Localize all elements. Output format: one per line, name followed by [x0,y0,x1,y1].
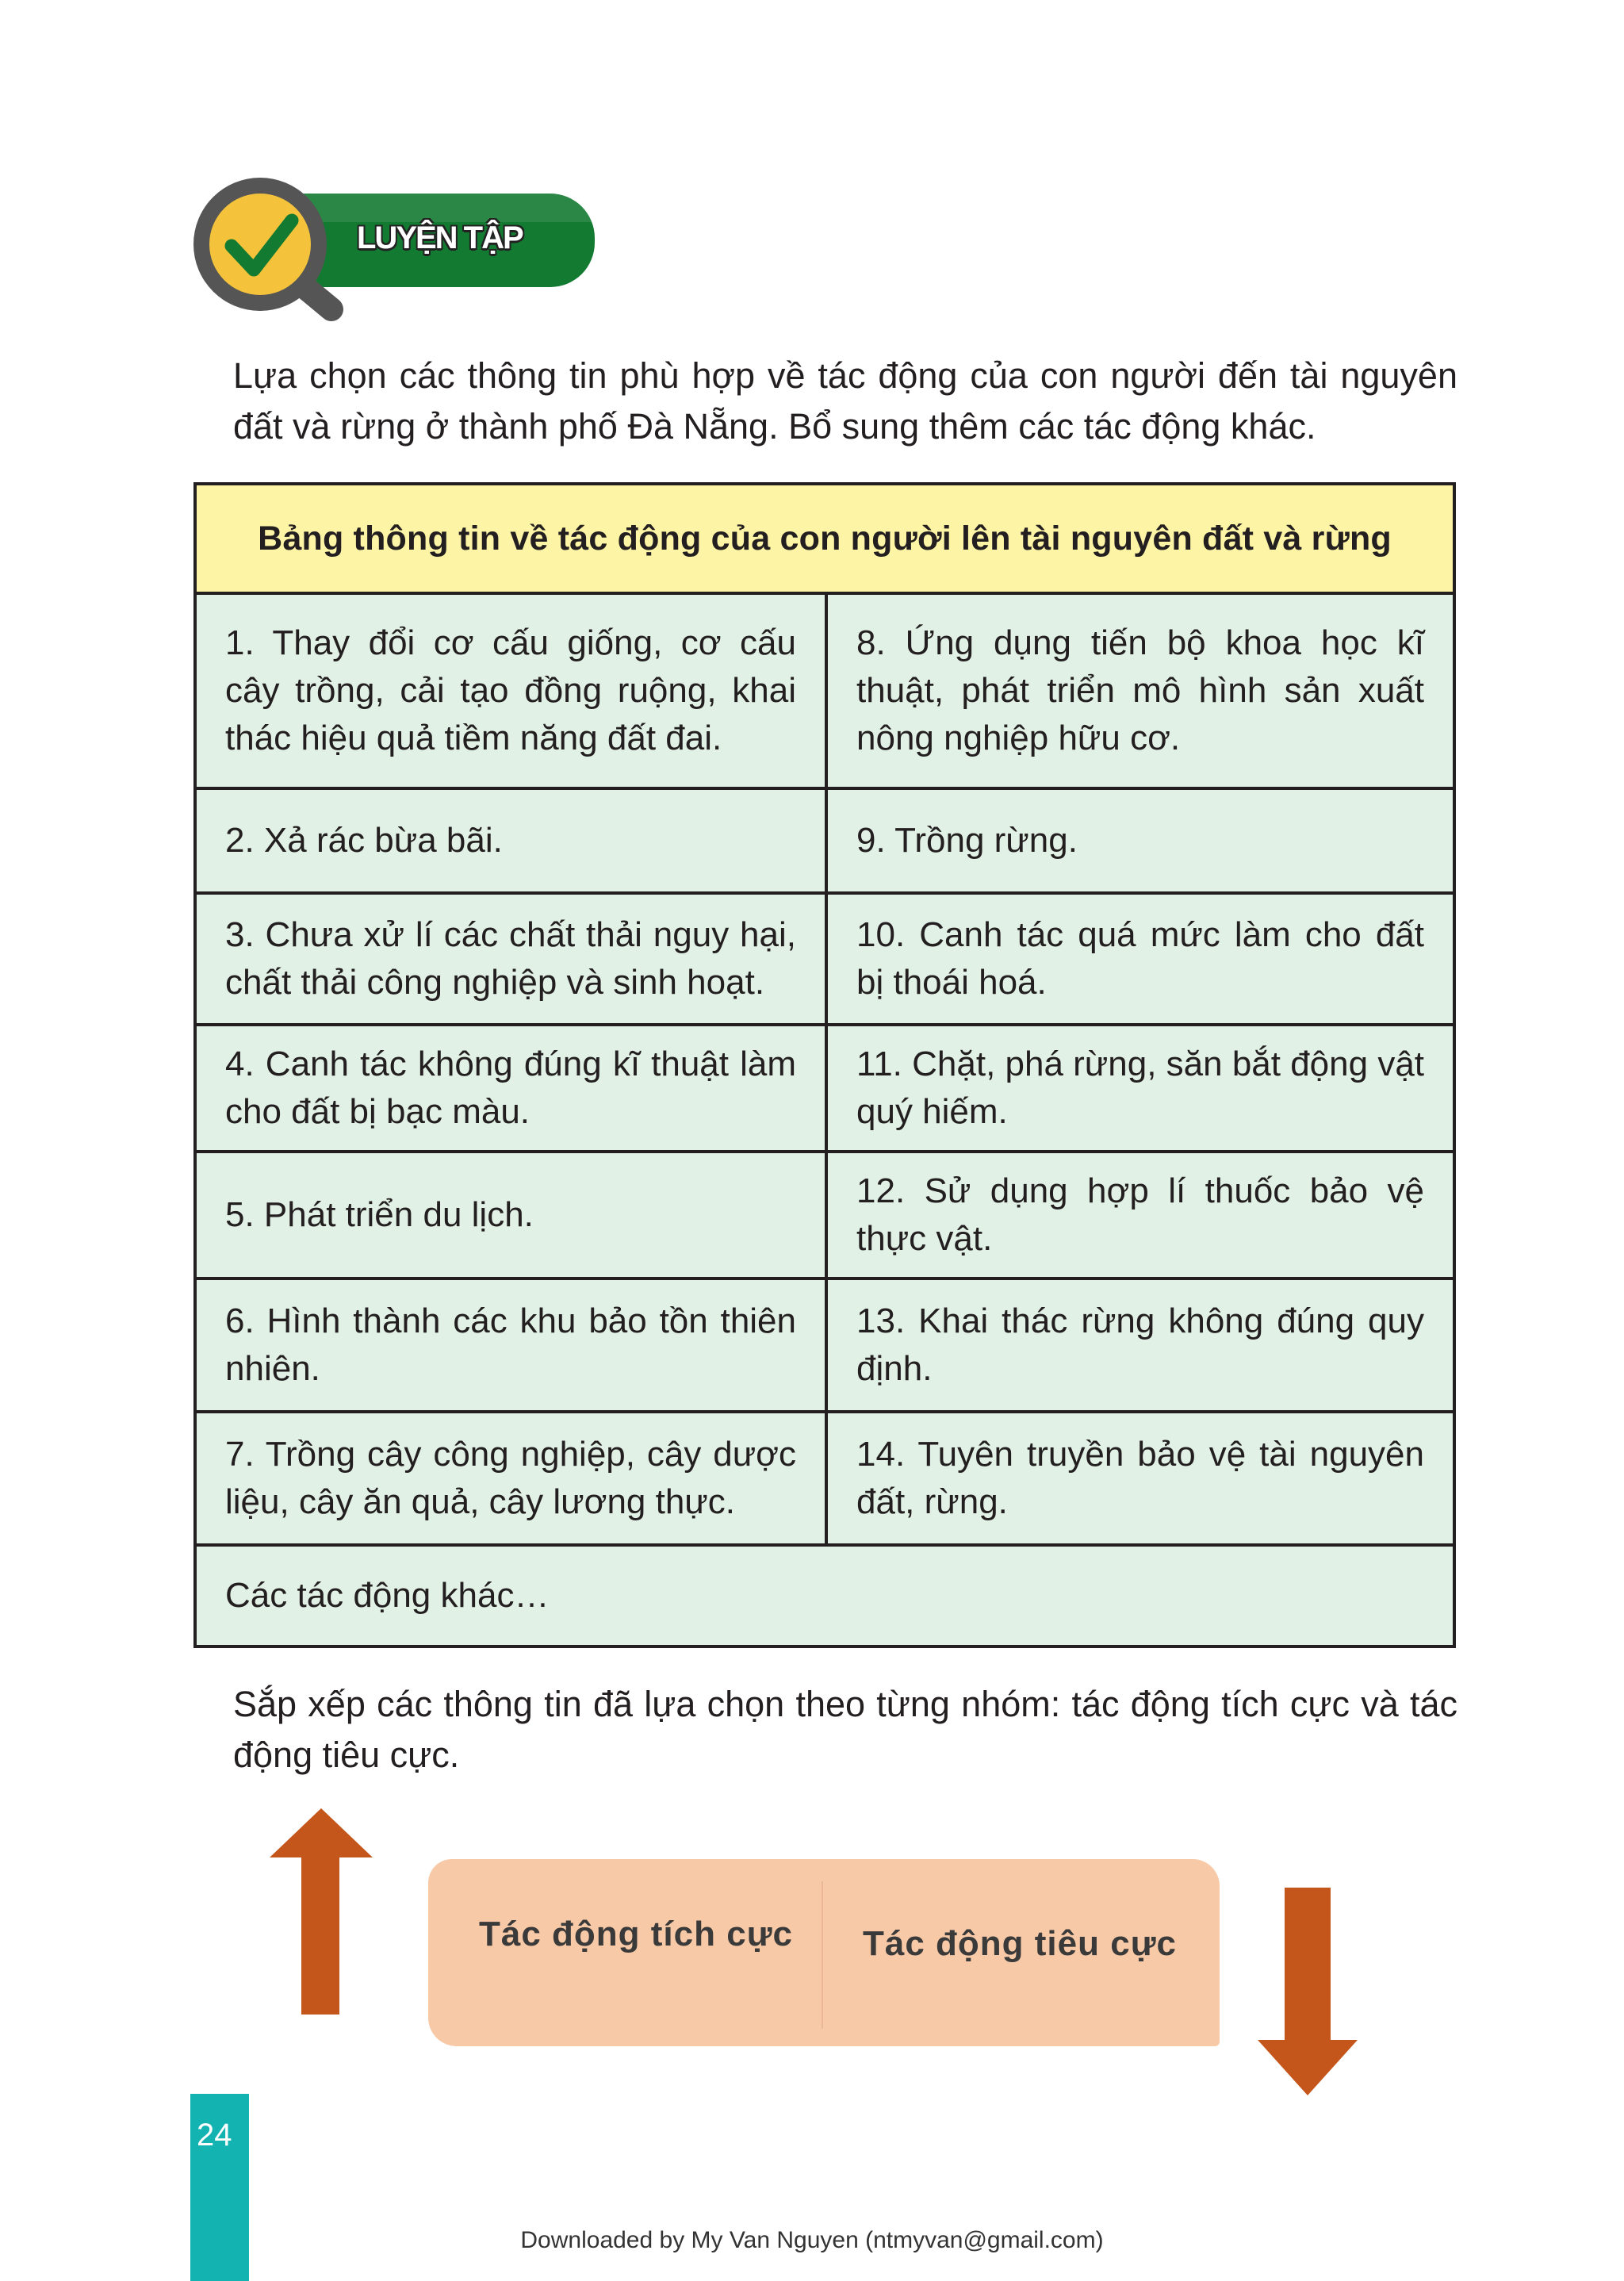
cell-text: 13. Khai thác rừng không đúng quy định. [856,1302,1424,1388]
table-cell [197,1026,828,1150]
table-cell [197,895,828,1023]
cell-text: 7. Trồng cây công nghiệp, cây dược liệu, cây ăn quả, cây lương thực. [225,1435,796,1521]
positive-impact-label: Tác động tích cực [479,1915,794,1953]
table-footer-text: Các tác động khác… [225,1576,550,1615]
cell-text: 3. Chưa xử lí các chất thải nguy hại, chất thải công nghiệp và sinh hoạt. [225,915,796,1002]
table-row [197,1153,1453,1280]
table-row [197,790,1453,895]
table-cell [197,1547,1453,1645]
impact-divider [822,1881,823,2029]
table-row [197,595,1453,790]
table-cell [828,790,1453,891]
cell-text: 6. Hình thành các khu bảo tồn thiên nhiên. [225,1302,796,1388]
magnifier-check-icon [190,174,349,333]
table-row [197,1547,1453,1645]
table-cell [197,595,828,787]
cell-text: 9. Trồng rừng. [856,821,1078,860]
negative-impact-label: Tác động tiêu cực [863,1924,1178,1963]
table-row [197,895,1453,1026]
cell-text: 1. Thay đổi cơ cấu giống, cơ cấu cây trồng, cải tạo đồng ruộng, khai thác hiệu quả tiềm năng đất đai. [225,623,796,757]
cell-text: 4. Canh tác không đúng kĩ thuật làm cho đất bị bạc màu. [225,1045,796,1131]
intro-paragraph: Lựa chọn các thông tin phù hợp về tác động của con người đến tài nguyên đất và rừng ở thành phố Đà Nẵng. Bổ sung thêm các tác động khác. [233,355,1457,447]
download-note: Downloaded by My Van Nguyen (ntmyvan@gmail.com) [520,2227,1104,2253]
table-cell [828,1153,1453,1277]
cell-text: 8. Ứng dụng tiến bộ khoa học kĩ thuật, phát triển mô hình sản xuất nông nghiệp hữu cơ. [856,623,1424,757]
table-title: Bảng thông tin về tác động của con người lên tài nguyên đất và rừng [197,485,1453,595]
cell-text: 10. Canh tác quá mức làm cho đất bị thoái hoá. [856,915,1424,1002]
table-cell [828,895,1453,1023]
arrow-down-icon [1258,1888,1358,2095]
cell-text: 14. Tuyên truyền bảo vệ tài nguyên đất, rừng. [856,1435,1424,1521]
table-cell [197,790,828,891]
table-row [197,1280,1453,1413]
table-cell [197,1413,828,1543]
info-table [193,482,1456,1648]
table-cell [197,1280,828,1410]
table-cell [828,1413,1453,1543]
table-cell [828,595,1453,787]
table-cell [828,1026,1453,1150]
section-title: LUYỆN TẬP [357,220,523,255]
impact-box [428,1859,1220,2046]
table-row [197,1413,1453,1547]
page-number: 24 [197,2118,232,2153]
cell-text: 12. Sử dụng hợp lí thuốc bảo vệ thực vật. [856,1171,1424,1258]
table-row [197,1026,1453,1153]
table-cell [828,1280,1453,1410]
arrow-up-icon [270,1808,373,2015]
cell-text: 2. Xả rác bừa bãi. [225,821,503,860]
table-cell [197,1153,828,1277]
instruction-paragraph: Sắp xếp các thông tin đã lựa chọn theo từng nhóm: tác động tích cực và tác động tiêu cực. [233,1684,1457,1775]
cell-text: 11. Chặt, phá rừng, săn bắt động vật quý hiếm. [856,1045,1425,1131]
cell-text: 5. Phát triển du lịch. [225,1195,534,1234]
section-badge [190,174,603,325]
